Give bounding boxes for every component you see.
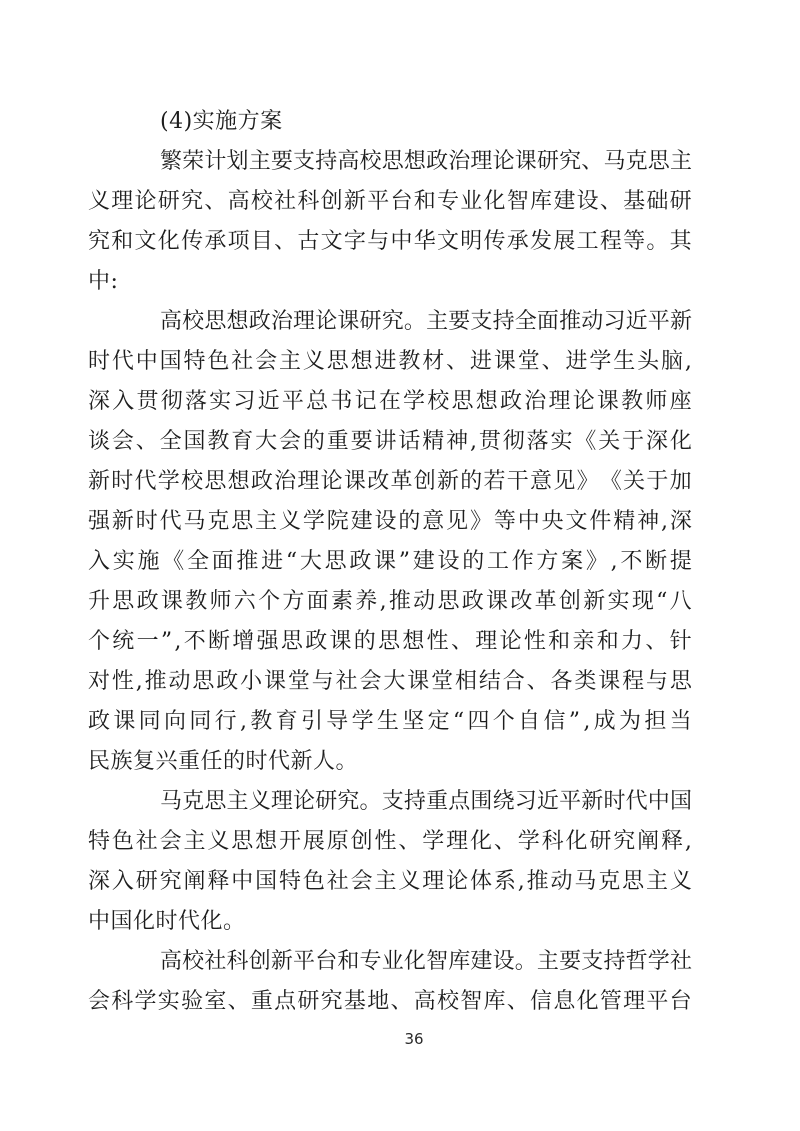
text-line: 深 入 贯 彻 落 实 习 近 平 总 书 记 在 学 校 思 想 政 治 理 论 课 教 师 座 (88, 389, 692, 414)
text-line: 新 时 代 学 校 思 想 政 治 理 论 课 改 革 创 新 的 若 干 意 见 》 《 关 于 加 (88, 469, 692, 494)
text-line: 政 课 同 向 同 行 , 教 育 引 导 学 生 坚 定 “ 四 个 自 信 ” , 成 为 担 当 (88, 709, 692, 734)
page-footer (0, 1028, 800, 1050)
text-line: 中: (88, 269, 119, 294)
text-line: 升 思 政 课 教 师 六 个 方 面 素 养 , 推 动 思 政 课 改 革 创 新 实 现 “ 八 (88, 589, 692, 614)
text-line: 马 克 思 主 义 理 论 研 究 。 支 持 重 点 围 绕 习 近 平 新 时 代 中 国 (160, 789, 692, 814)
section-heading-line: (4)实施方案 (160, 109, 283, 134)
text-line: 特 色 社 会 主 义 思 想 开 展 原 创 性 、 学 理 化 、 学 科 化 研 究 阐 释 , (88, 829, 692, 854)
text-line: 谈 会 、 全 国 教 育 大 会 的 重 要 讲 话 精 神 , 贯 彻 落 实 《 关 于 深 化 (88, 429, 692, 454)
text-line: 深 入 研 究 阐 释 中 国 特 色 社 会 主 义 理 论 体 系 , 推 动 马 克 思 主 义 (88, 869, 692, 894)
text-line: 繁 荣 计 划 主 要 支 持 高 校 思 想 政 治 理 论 课 研 究 、 马 克 思 主 (160, 149, 692, 174)
text-line: 入 实 施 《 全 面 推 进 “ 大 思 政 课 ” 建 设 的 工 作 方 案 》 , 不 断 提 (88, 549, 692, 574)
text-line: 义 理 论 研 究 、 高 校 社 科 创 新 平 台 和 专 业 化 智 库 建 设 、 基 础 研 (88, 189, 692, 214)
text-line: 个 统 一 ” , 不 断 增 强 思 政 课 的 思 想 性 、 理 论 性 和 亲 和 力 、 针 (88, 629, 692, 654)
text-line: 中国化时代化。 (88, 909, 246, 934)
text-line: 民族复兴重任的时代新人。 (88, 749, 359, 774)
text-line: 高 校 思 想 政 治 理 论 课 研 究 。 主 要 支 持 全 面 推 动 习 近 平 新 (160, 309, 692, 334)
text-line: 对 性 , 推 动 思 政 小 课 堂 与 社 会 大 课 堂 相 结 合 、 各 类 课 程 与 思 (88, 669, 692, 694)
text-line: 时 代 中 国 特 色 社 会 主 义 思 想 进 教 材 、 进 课 堂 、 进 学 生 头 脑 , (88, 349, 692, 374)
text-line: 强 新 时 代 马 克 思 主 义 学 院 建 设 的 意 见 》 等 中 央 文 件 精 神 , 深 (88, 509, 692, 534)
page-number: 36 (404, 1030, 424, 1048)
document-body (88, 102, 692, 1022)
text-line: 究 和 文 化 传 承 项 目 、 古 文 字 与 中 华 文 明 传 承 发 展 工 程 等 。 其 (88, 229, 692, 254)
text-line: 高 校 社 科 创 新 平 台 和 专 业 化 智 库 建 设 。 主 要 支 持 哲 学 社 (160, 949, 692, 974)
text-line: 会 科 学 实 验 室 、 重 点 研 究 基 地 、 高 校 智 库 、 信 息 化 管 理 平 台 (88, 989, 692, 1014)
